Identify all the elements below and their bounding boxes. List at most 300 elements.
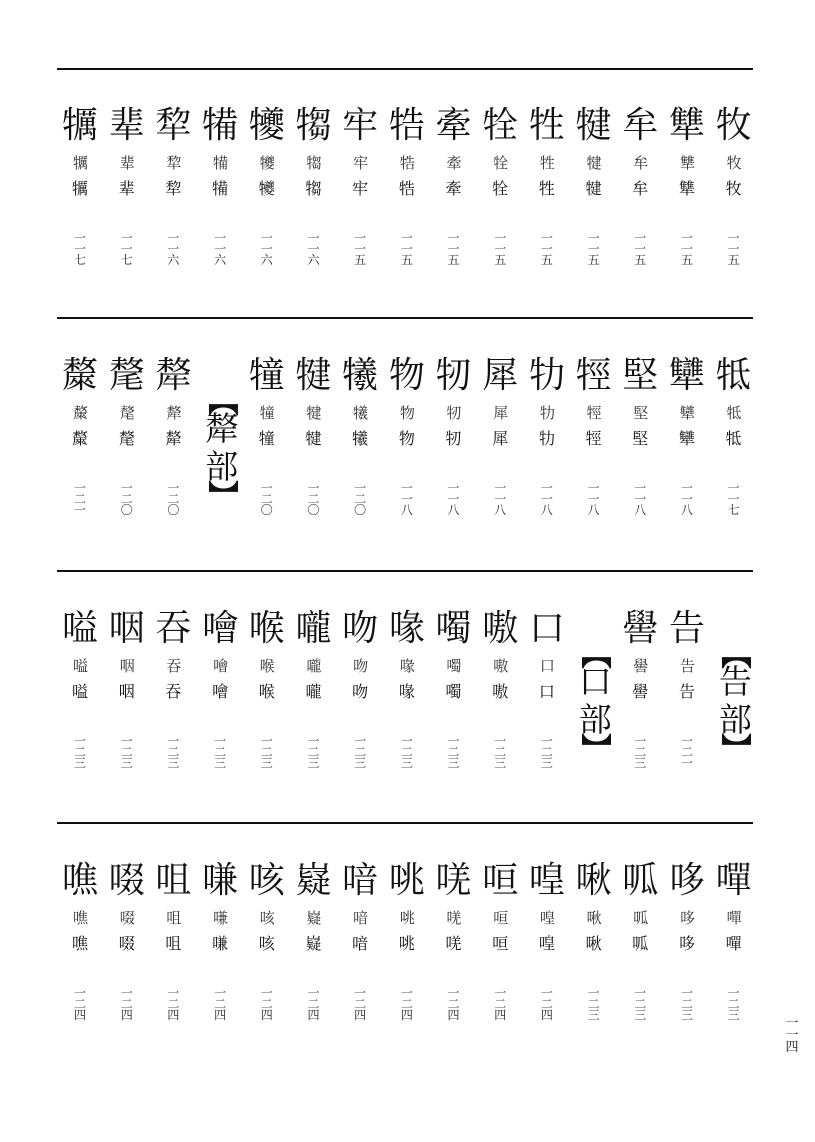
headword-char: 物 — [388, 355, 425, 396]
regular-script-char: 牟 — [632, 179, 649, 198]
char-entry — [430, 106, 477, 296]
page-number: 一 一 四 — [785, 1016, 799, 1055]
seal-script-char: 牽 — [446, 154, 461, 172]
headword-char: 嶷 — [295, 860, 332, 901]
page-reference-digit: 二 — [354, 492, 367, 506]
page-reference-digit: 一 — [167, 986, 180, 1000]
page-reference-digit: 一 — [120, 734, 133, 748]
row-divider — [57, 317, 753, 319]
page-reference-digit: 一 — [400, 242, 413, 256]
headword-char: 犧 — [342, 355, 379, 396]
page-reference-digit: 一 — [494, 242, 507, 256]
page-reference-digit: 三 — [307, 756, 320, 770]
page-reference — [617, 232, 664, 265]
page-reference-digit: 一 — [494, 734, 507, 748]
headword-char: 氂 — [108, 355, 145, 396]
page-reference-digit: 三 — [260, 756, 273, 770]
page-reference-digit: 三 — [727, 1008, 740, 1022]
radical-header-label — [717, 639, 753, 763]
page-reference-digit: 二 — [680, 997, 693, 1011]
page-reference — [197, 987, 244, 1020]
close-bracket-icon: 】 — [717, 733, 753, 763]
char-entry — [384, 106, 431, 296]
page-reference-digit: 一 — [680, 242, 693, 256]
seal-script-char: 嚳 — [633, 657, 648, 675]
headword-char: 牿 — [388, 105, 425, 146]
seal-script-char: 嗌 — [73, 657, 88, 675]
page-reference-digit: 二 — [74, 492, 87, 506]
headword-char: 牞 — [528, 355, 565, 396]
page-reference-digit: 五 — [447, 253, 460, 267]
char-row-3 — [57, 609, 757, 799]
char-entry — [337, 861, 384, 1051]
page-reference — [150, 735, 197, 768]
headword-char: 牟 — [622, 105, 659, 146]
page-reference — [57, 232, 104, 265]
page-reference-digit: 一 — [634, 231, 647, 245]
page-reference-digit: 二 — [494, 997, 507, 1011]
page-reference-digit: 一 — [680, 231, 693, 245]
page-reference-digit: 五 — [587, 253, 600, 267]
char-entry — [384, 356, 431, 546]
page-reference — [150, 482, 197, 515]
char-entry — [103, 106, 150, 296]
page-reference-digit: 一 — [680, 481, 693, 495]
seal-script-char: 牼 — [586, 404, 601, 422]
page-reference — [337, 987, 384, 1020]
page-reference-digit: 四 — [354, 1008, 367, 1022]
headword-char: 咀 — [155, 860, 192, 901]
page-reference-digit: 一 — [120, 481, 133, 495]
page-reference — [290, 232, 337, 265]
seal-script-char: 咳 — [259, 909, 274, 927]
regular-script-char: 牣 — [445, 429, 462, 448]
page-reference-digit: 一 — [260, 734, 273, 748]
page-reference — [290, 987, 337, 1020]
seal-script-char: 啾 — [586, 909, 601, 927]
page-reference — [103, 735, 150, 768]
radical-header-label — [203, 386, 239, 510]
radical-header-label — [577, 639, 613, 763]
seal-script-char: 犍 — [306, 404, 321, 422]
seal-script-char: 氂 — [119, 404, 134, 422]
page-reference-digit: 二 — [307, 997, 320, 1011]
page-reference-digit: 八 — [587, 503, 600, 517]
page-reference-digit: 一 — [727, 986, 740, 1000]
char-entry — [477, 861, 524, 1051]
page-reference-digit: 二 — [587, 997, 600, 1011]
page-reference — [337, 735, 384, 768]
headword-char: 嗌 — [62, 608, 99, 649]
page-reference-digit: 一 — [120, 242, 133, 256]
headword-char: 咳 — [248, 860, 285, 901]
regular-script-char: 犕 — [212, 179, 229, 198]
page-reference — [57, 987, 104, 1020]
page-reference — [524, 987, 571, 1020]
page-reference-digit: 一 — [447, 986, 460, 1000]
page-reference-digit: 一 — [260, 986, 273, 1000]
page-reference-digit: 一 — [540, 242, 553, 256]
seal-script-char: 告 — [679, 657, 694, 675]
headword-char: 嗛 — [202, 860, 239, 901]
seal-script-char: 犀 — [493, 404, 508, 422]
page-reference-digit: 一 — [634, 481, 647, 495]
seal-script-char: 咀 — [166, 909, 181, 927]
char-entry — [290, 356, 337, 546]
page-reference-digit: 一 — [400, 231, 413, 245]
char-entry — [290, 609, 337, 799]
page-reference-digit: 一 — [214, 986, 227, 1000]
char-entry — [524, 609, 571, 799]
headword-char: 牧 — [715, 105, 752, 146]
page-reference — [337, 232, 384, 265]
page-reference-digit: 一 — [167, 734, 180, 748]
page-reference-digit: 五 — [540, 253, 553, 267]
headword-char: 喉 — [248, 608, 285, 649]
page-reference-digit: 一 — [74, 986, 87, 1000]
page-reference-digit: 八 — [634, 503, 647, 517]
page-reference-digit: 一 — [120, 231, 133, 245]
regular-script-char: 犧 — [352, 429, 369, 448]
page-reference-digit: 〇 — [167, 503, 180, 517]
regular-script-char: 口 — [538, 682, 555, 701]
headword-char: 咽 — [108, 608, 145, 649]
page-reference-digit: 二 — [167, 745, 180, 759]
page-reference-digit: 二 — [167, 492, 180, 506]
page-reference — [384, 987, 431, 1020]
page-reference-digit: 一 — [587, 242, 600, 256]
page-reference-digit: 〇 — [354, 503, 367, 517]
regular-script-char: 犫 — [678, 429, 695, 448]
page-reference-digit: 一 — [447, 481, 460, 495]
regular-script-char: 啜 — [118, 934, 135, 953]
headword-char: 犡 — [62, 105, 99, 146]
page-reference-digit: 六 — [214, 253, 227, 267]
char-entry — [290, 106, 337, 296]
char-entry — [57, 356, 104, 546]
page-reference — [710, 987, 757, 1020]
page-reference-digit: 五 — [727, 253, 740, 267]
page-reference — [477, 482, 524, 515]
seal-script-char: 犫 — [679, 404, 694, 422]
char-entry — [290, 861, 337, 1051]
char-entry — [384, 861, 431, 1051]
page-reference-digit: 一 — [167, 242, 180, 256]
radical-header-text: 口部 — [578, 662, 612, 739]
regular-script-char: 咳 — [258, 934, 275, 953]
page-reference-digit: 四 — [400, 1008, 413, 1022]
page-reference-digit: 二 — [634, 745, 647, 759]
page-reference-digit: 五 — [680, 253, 693, 267]
seal-script-char: 牣 — [446, 404, 461, 422]
page-reference-digit: 一 — [540, 734, 553, 748]
page-reference-digit: 一 — [634, 734, 647, 748]
page-reference — [337, 482, 384, 515]
seal-script-char: 嗷 — [493, 657, 508, 675]
page-reference — [103, 482, 150, 515]
seal-script-char: 喙 — [399, 657, 414, 675]
page-reference-digit: 一 — [214, 231, 227, 245]
page-reference-digit: 一 — [680, 756, 693, 770]
page-reference-digit: 三 — [167, 756, 180, 770]
page-reference-digit: 二 — [307, 745, 320, 759]
radical-section-header — [197, 356, 244, 546]
page-reference-digit: 三 — [74, 756, 87, 770]
regular-script-char: 嘽 — [725, 934, 742, 953]
char-entry — [103, 861, 150, 1051]
seal-script-char: 犝 — [259, 404, 274, 422]
seal-script-char: 牟 — [633, 154, 648, 172]
headword-char: 吞 — [155, 608, 192, 649]
page-reference — [430, 735, 477, 768]
page-reference-digit: 三 — [214, 756, 227, 770]
char-entry — [710, 861, 757, 1051]
char-entry — [524, 106, 571, 296]
page-reference — [290, 735, 337, 768]
char-entry — [477, 609, 524, 799]
page-reference-digit: 五 — [400, 253, 413, 267]
page-reference — [384, 482, 431, 515]
regular-script-char: 犂 — [165, 179, 182, 198]
char-entry — [197, 106, 244, 296]
headword-char: 犍 — [295, 355, 332, 396]
regular-script-char: 犡 — [72, 179, 89, 198]
regular-script-char: 犍 — [305, 429, 322, 448]
page-reference-digit: 一 — [74, 734, 87, 748]
page-reference-digit: 一 — [540, 481, 553, 495]
page-reference — [570, 482, 617, 515]
regular-script-char: 咷 — [398, 934, 415, 953]
seal-script-char: 噣 — [446, 657, 461, 675]
headword-char: 牢 — [342, 105, 379, 146]
headword-char: 口 — [528, 608, 565, 649]
seal-script-char: 喤 — [539, 909, 554, 927]
regular-script-char: 哆 — [678, 934, 695, 953]
page-reference-digit: 一 — [354, 734, 367, 748]
regular-script-char: 吻 — [352, 682, 369, 701]
page-reference-digit: 二 — [260, 492, 273, 506]
char-entry — [664, 106, 711, 296]
open-bracket-icon: 【 — [577, 639, 613, 669]
page-reference — [617, 987, 664, 1020]
headword-char: 斄 — [62, 355, 99, 396]
page-reference — [477, 987, 524, 1020]
seal-script-char: 牴 — [726, 404, 741, 422]
seal-script-char: 嗛 — [213, 909, 228, 927]
headword-char: 辈 — [108, 105, 145, 146]
regular-script-char: 噍 — [72, 934, 89, 953]
char-entry — [150, 106, 197, 296]
regular-script-char: 犍 — [585, 179, 602, 198]
seal-script-char: 口 — [539, 657, 554, 675]
page-reference-digit: 一 — [494, 986, 507, 1000]
seal-script-char: 犂 — [166, 154, 181, 172]
regular-script-char: 牲 — [538, 179, 555, 198]
char-entry — [617, 106, 664, 296]
page-reference-digit: 一 — [307, 242, 320, 256]
seal-script-char: 啜 — [119, 909, 134, 927]
headword-char: 哆 — [668, 860, 705, 901]
regular-script-char: 告 — [678, 682, 695, 701]
page-reference — [617, 735, 664, 768]
row-divider — [57, 822, 753, 824]
page-reference-digit: 六 — [167, 253, 180, 267]
regular-script-char: 喙 — [398, 682, 415, 701]
headword-char: 咺 — [482, 860, 519, 901]
seal-script-char: 犡 — [73, 154, 88, 172]
headword-char: 牣 — [435, 355, 472, 396]
char-entry — [150, 356, 197, 546]
headword-char: 噍 — [62, 860, 99, 901]
page-reference-digit: 二 — [727, 997, 740, 1011]
page-reference — [664, 232, 711, 265]
seal-script-char: 犕 — [213, 154, 228, 172]
page-reference-digit: 六 — [307, 253, 320, 267]
regular-script-char: 牧 — [725, 179, 742, 198]
seal-script-char: 牢 — [353, 154, 368, 172]
page-reference-digit: 一 — [447, 734, 460, 748]
page-reference — [430, 482, 477, 515]
page-reference-digit: 一 — [540, 231, 553, 245]
regular-script-char: 喑 — [352, 934, 369, 953]
regular-script-char: 牼 — [585, 429, 602, 448]
regular-script-char: 犪 — [258, 179, 275, 198]
char-entry — [477, 356, 524, 546]
seal-script-char: 牲 — [539, 154, 554, 172]
regular-script-char: 嗛 — [212, 934, 229, 953]
open-bracket-icon: 【 — [717, 639, 753, 669]
char-entry — [57, 609, 104, 799]
headword-char: 犂 — [155, 105, 192, 146]
seal-script-char: 斄 — [73, 404, 88, 422]
page-reference-digit: 一 — [167, 231, 180, 245]
page-reference-digit: 二 — [214, 745, 227, 759]
regular-script-char: 咽 — [118, 682, 135, 701]
page-reference-digit: 三 — [634, 1008, 647, 1022]
page-reference-digit: 一 — [727, 481, 740, 495]
regular-script-char: 嶷 — [305, 934, 322, 953]
radical-header-text: 犛部 — [205, 409, 239, 486]
headword-char: 喑 — [342, 860, 379, 901]
seal-script-char: 噲 — [213, 657, 228, 675]
char-entry — [570, 106, 617, 296]
radical-header-text: 告部 — [718, 662, 752, 739]
page-reference-digit: 一 — [400, 986, 413, 1000]
page-reference-digit: 四 — [447, 1008, 460, 1022]
regular-script-char: 牷 — [492, 179, 509, 198]
open-bracket-icon: 【 — [203, 386, 239, 416]
page-reference-digit: 一 — [214, 242, 227, 256]
seal-script-char: 噍 — [73, 909, 88, 927]
regular-script-char: 牢 — [352, 179, 369, 198]
page-reference-digit: 二 — [120, 997, 133, 1011]
page-reference — [290, 482, 337, 515]
page-reference — [524, 232, 571, 265]
page-reference — [430, 232, 477, 265]
page-reference-digit: 〇 — [260, 503, 273, 517]
seal-script-char: 牷 — [493, 154, 508, 172]
page-reference-digit: 五 — [354, 253, 367, 267]
char-entry — [243, 861, 290, 1051]
page-reference-digit: 一 — [354, 231, 367, 245]
headword-char: 犓 — [295, 105, 332, 146]
regular-script-char: 牞 — [538, 429, 555, 448]
char-entry — [103, 609, 150, 799]
page-reference-digit: 七 — [727, 503, 740, 517]
page-reference-digit: 二 — [74, 745, 87, 759]
page-reference-digit: 一 — [680, 734, 693, 748]
page-reference-digit: 一 — [634, 492, 647, 506]
char-entry — [243, 356, 290, 546]
headword-char: 犝 — [248, 355, 285, 396]
page-reference-digit: 二 — [447, 997, 460, 1011]
page-reference — [664, 735, 711, 768]
page-reference-digit: 一 — [400, 734, 413, 748]
headword-char: 告 — [668, 608, 705, 649]
seal-script-char: 犍 — [586, 154, 601, 172]
seal-script-char: 犧 — [353, 404, 368, 422]
regular-script-char: 呱 — [632, 934, 649, 953]
page-reference-digit: 一 — [260, 231, 273, 245]
page-reference — [430, 987, 477, 1020]
regular-script-char: 牴 — [725, 429, 742, 448]
seal-script-char: 堅 — [633, 404, 648, 422]
page-reference-digit: 一 — [74, 503, 87, 517]
char-entry — [337, 106, 384, 296]
headword-char: 牽 — [435, 105, 472, 146]
char-entry — [150, 861, 197, 1051]
page-reference-digit: 四 — [540, 1008, 553, 1022]
char-entry — [710, 356, 757, 546]
headword-char: 牷 — [482, 105, 519, 146]
page-reference-digit: 八 — [680, 503, 693, 517]
page-reference-digit: 一 — [307, 986, 320, 1000]
page-reference-digit: 四 — [260, 1008, 273, 1022]
seal-script-char: 犪 — [259, 154, 274, 172]
char-entry — [477, 106, 524, 296]
page-reference — [57, 482, 104, 515]
page-reference — [664, 987, 711, 1020]
regular-script-char: 喤 — [538, 934, 555, 953]
page-reference-digit: 二 — [634, 997, 647, 1011]
page-reference — [524, 735, 571, 768]
regular-script-char: 嗷 — [492, 682, 509, 701]
page-reference-digit: 一 — [307, 231, 320, 245]
page-reference-digit: 一 — [680, 986, 693, 1000]
page-reference — [197, 232, 244, 265]
seal-script-char: 喉 — [259, 657, 274, 675]
char-row-1 — [57, 106, 757, 296]
seal-script-char: 牧 — [726, 154, 741, 172]
headword-char: 嘽 — [715, 860, 752, 901]
page-reference-digit: 二 — [260, 997, 273, 1011]
regular-script-char: 物 — [398, 429, 415, 448]
headword-char: 嚨 — [295, 608, 332, 649]
page-reference — [103, 987, 150, 1020]
regular-script-char: 吞 — [165, 682, 182, 701]
regular-script-char: 嗌 — [72, 682, 89, 701]
page-reference-digit: 一 — [447, 242, 460, 256]
headword-char: 牴 — [715, 355, 752, 396]
char-entry — [243, 609, 290, 799]
char-entry — [197, 861, 244, 1051]
page-reference — [617, 482, 664, 515]
page-reference-digit: 二 — [307, 492, 320, 506]
page-reference-digit: 一 — [587, 231, 600, 245]
headword-char: 犪 — [248, 105, 285, 146]
char-row-2 — [57, 356, 757, 546]
page-reference-digit: 一 — [727, 492, 740, 506]
